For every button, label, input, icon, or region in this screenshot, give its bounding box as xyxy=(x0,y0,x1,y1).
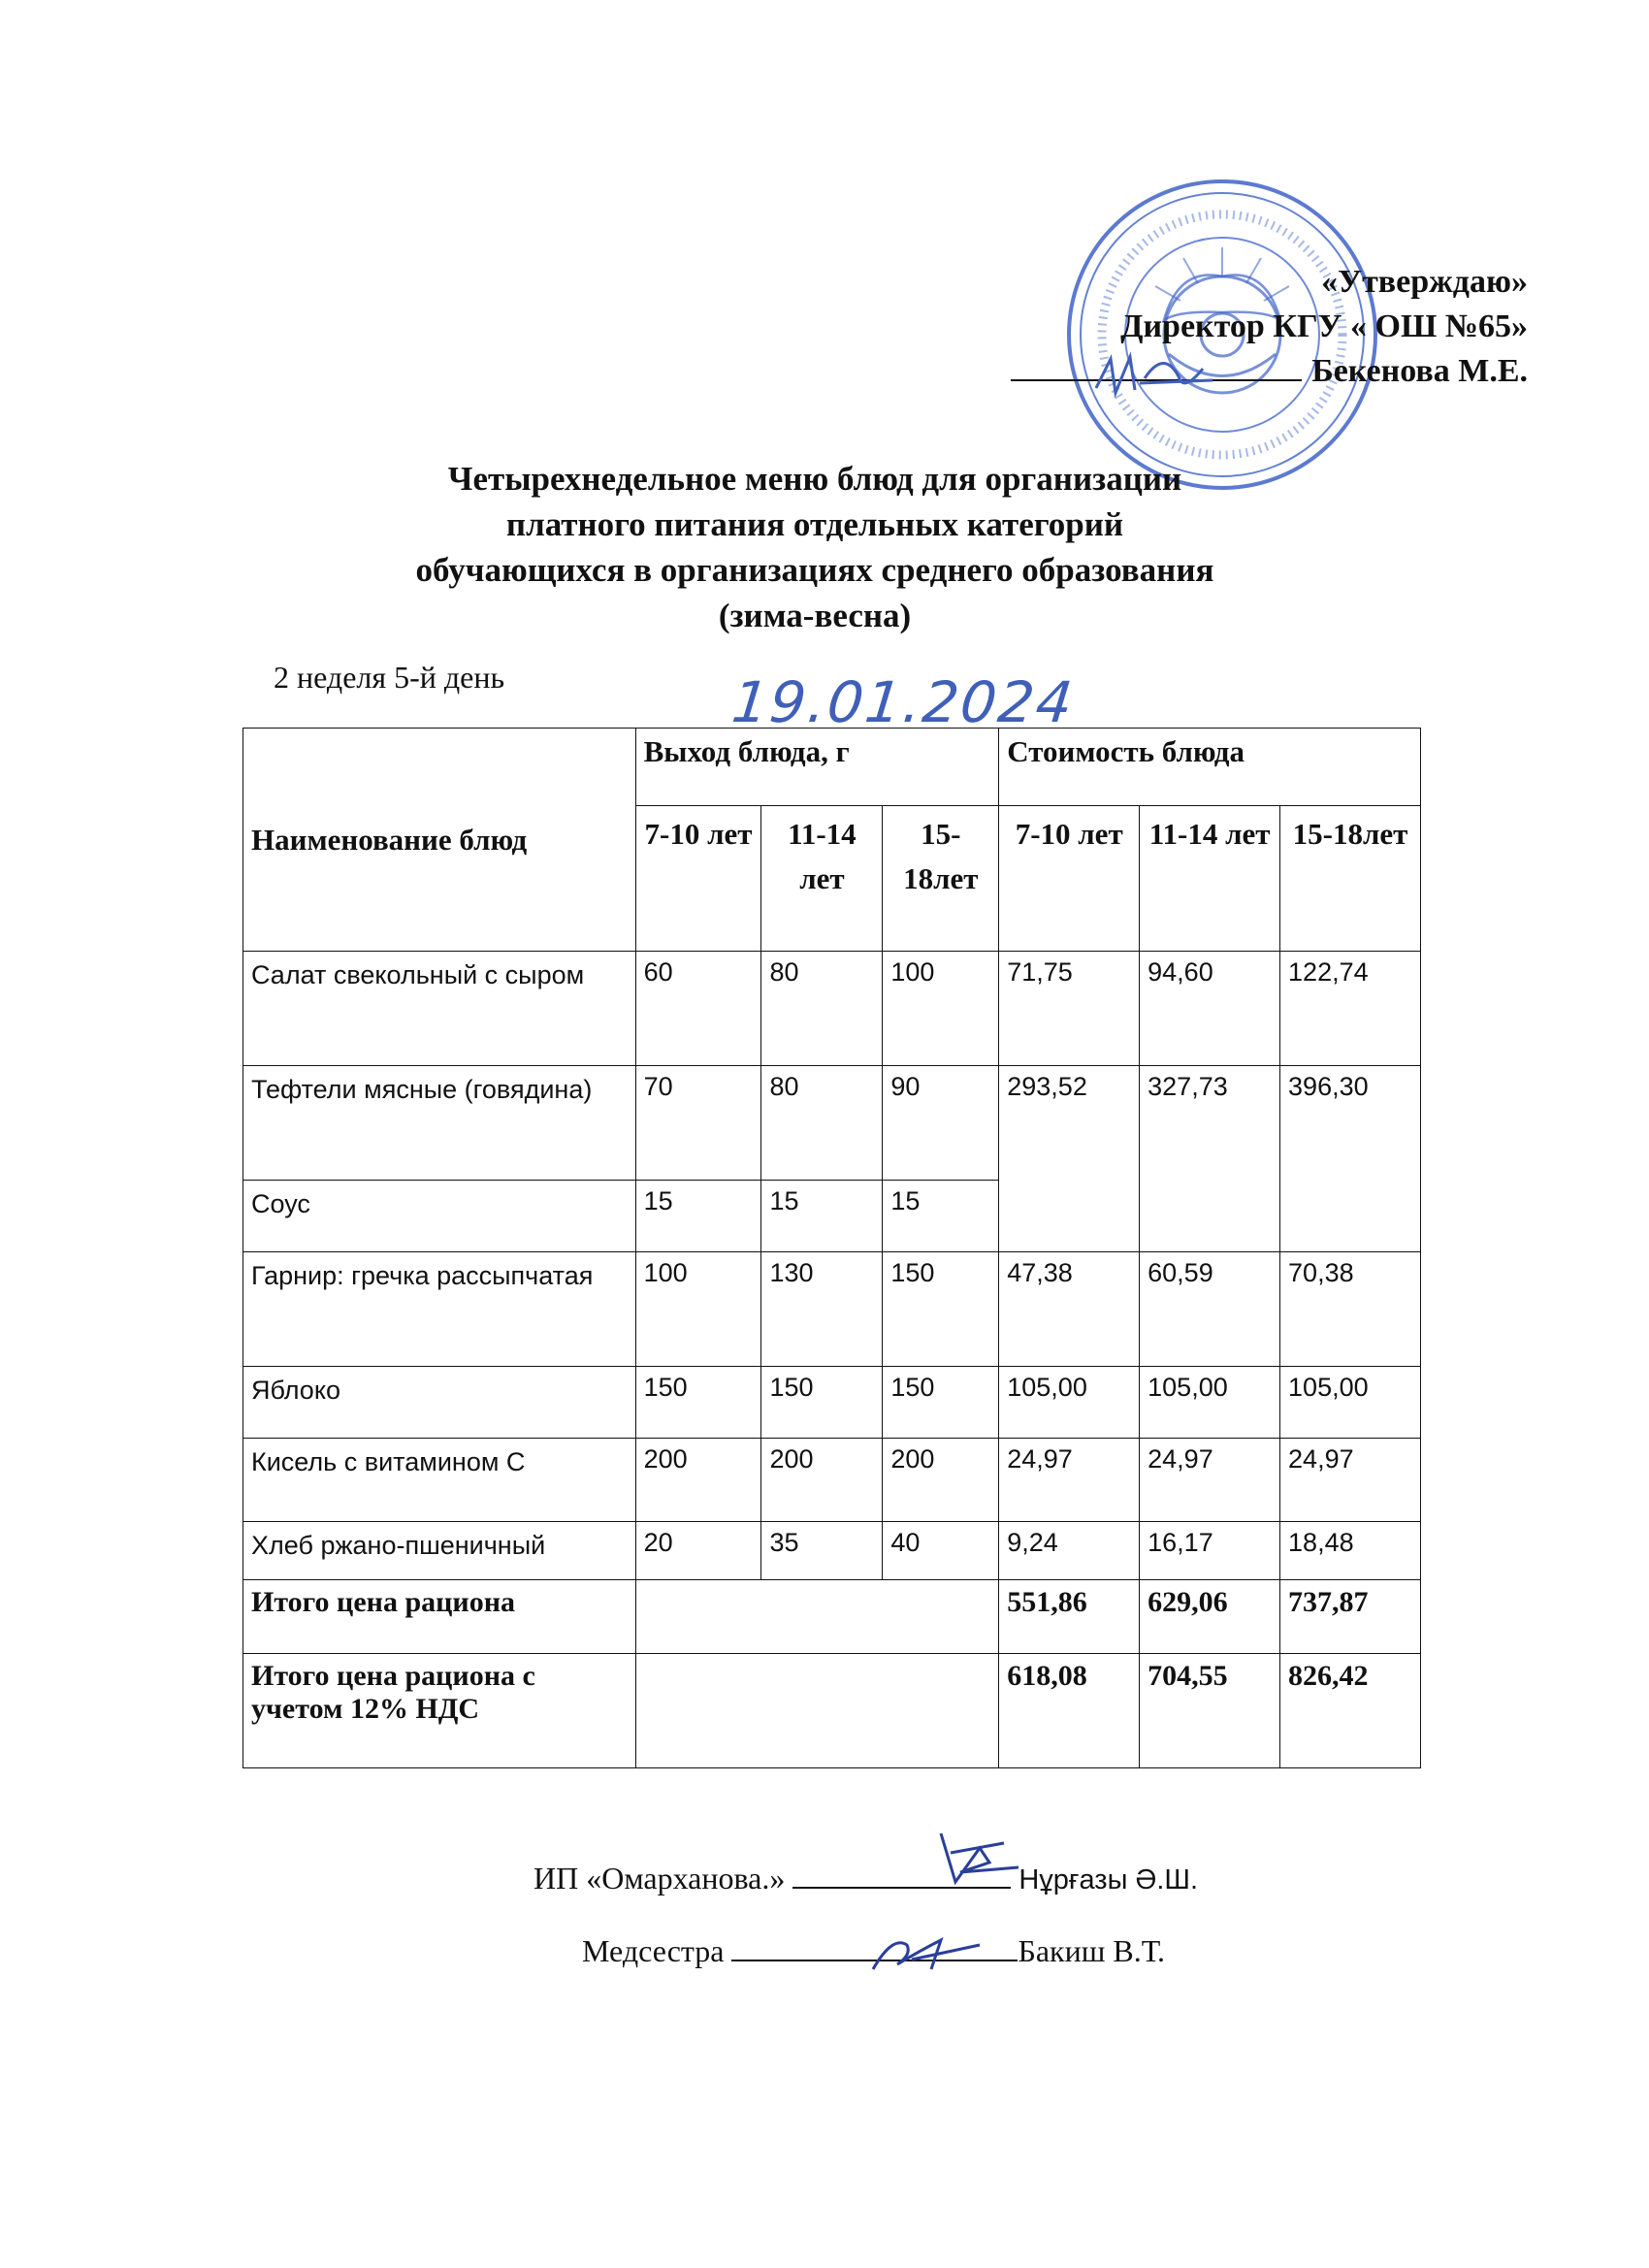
yield-cell: 200 xyxy=(635,1439,761,1522)
dish-name: Соус xyxy=(243,1181,636,1252)
cost-cell: 105,00 xyxy=(1140,1367,1280,1439)
total-vat-cost-cell: 618,08 xyxy=(999,1654,1140,1768)
yield-cell: 200 xyxy=(761,1439,883,1522)
table-row xyxy=(243,952,1421,1066)
yield-cell: 40 xyxy=(883,1522,999,1580)
cost-cell: 24,97 xyxy=(1280,1439,1421,1522)
table-row xyxy=(243,1252,1421,1367)
yield-cell: 90 xyxy=(883,1066,999,1181)
header-age: 7-10 лет xyxy=(999,806,1140,952)
empty-cell xyxy=(635,1654,999,1768)
title-line-2: платного питания отдельных категорий xyxy=(505,505,1124,543)
total-vat-cost-cell: 826,42 xyxy=(1280,1654,1421,1768)
header-yield: Выход блюда, г xyxy=(635,729,999,806)
table-header-row xyxy=(243,729,1421,806)
yield-cell: 80 xyxy=(761,952,883,1066)
yield-cell: 15 xyxy=(761,1181,883,1252)
total-row xyxy=(243,1580,1421,1654)
cost-cell: 70,38 xyxy=(1280,1252,1421,1367)
ip-signature xyxy=(922,1824,1028,1901)
dish-name: Кисель с витамином С xyxy=(243,1439,636,1522)
director-signature xyxy=(1086,340,1222,407)
dish-name: Гарнир: гречка рассыпчатая xyxy=(243,1252,636,1367)
nurse-name: Бакиш В.Т. xyxy=(1018,1933,1166,1968)
yield-cell: 150 xyxy=(883,1252,999,1367)
ip-label: ИП «Омарханова.» xyxy=(534,1861,786,1895)
dish-name: Салат свекольный с сыром xyxy=(243,952,636,1066)
cost-cell: 396,30 xyxy=(1280,1066,1421,1252)
yield-cell: 100 xyxy=(635,1252,761,1367)
table-row xyxy=(243,1066,1421,1181)
header-age: 11-14 лет xyxy=(1140,806,1280,952)
nurse-signature xyxy=(863,1916,989,1984)
week-day-label: 2 неделя 5-й день xyxy=(274,660,505,695)
cost-cell: 24,97 xyxy=(1140,1439,1280,1522)
table-row xyxy=(243,1439,1421,1522)
yield-cell: 150 xyxy=(761,1367,883,1439)
yield-cell: 15 xyxy=(883,1181,999,1252)
total-cost-cell: 629,06 xyxy=(1140,1580,1280,1654)
table-row xyxy=(243,1367,1421,1439)
header-age: 15-18лет xyxy=(1280,806,1421,952)
yield-cell: 130 xyxy=(761,1252,883,1367)
title-line-3: обучающихся в организациях среднего образования xyxy=(415,551,1214,589)
yield-cell: 100 xyxy=(883,952,999,1066)
yield-cell: 70 xyxy=(635,1066,761,1181)
total-vat-label: Итого цена рациона с учетом 12% НДС xyxy=(243,1654,636,1768)
cost-cell: 105,00 xyxy=(999,1367,1140,1439)
total-vat-row xyxy=(243,1654,1421,1768)
cost-cell: 9,24 xyxy=(999,1522,1140,1580)
dish-name: Тефтели мясные (говядина) xyxy=(243,1066,636,1181)
empty-cell xyxy=(635,1580,999,1654)
cost-cell: 60,59 xyxy=(1140,1252,1280,1367)
header-cost: Стоимость блюда xyxy=(999,729,1421,806)
dish-name: Хлеб ржано-пшеничный xyxy=(243,1522,636,1580)
header-age: 15-18лет xyxy=(883,806,999,952)
yield-cell: 15 xyxy=(635,1181,761,1252)
title-line-4: (зима-весна) xyxy=(718,597,912,634)
ip-signature-row xyxy=(534,1861,1198,1896)
cost-cell: 327,73 xyxy=(1140,1066,1280,1252)
total-vat-cost-cell: 704,55 xyxy=(1140,1654,1280,1768)
total-cost-cell: 737,87 xyxy=(1280,1580,1421,1654)
yield-cell: 20 xyxy=(635,1522,761,1580)
cost-cell: 105,00 xyxy=(1280,1367,1421,1439)
cost-cell: 94,60 xyxy=(1140,952,1280,1066)
total-cost-cell: 551,86 xyxy=(999,1580,1140,1654)
total-label: Итого цена рациона xyxy=(243,1580,636,1654)
document-title xyxy=(320,456,1310,638)
cost-cell: 24,97 xyxy=(999,1439,1140,1522)
yield-cell: 200 xyxy=(883,1439,999,1522)
yield-cell: 80 xyxy=(761,1066,883,1181)
cost-cell: 16,17 xyxy=(1140,1522,1280,1580)
nurse-label: Медсестра xyxy=(582,1933,725,1968)
yield-cell: 35 xyxy=(761,1522,883,1580)
cost-cell: 293,52 xyxy=(999,1066,1140,1252)
menu-table xyxy=(242,728,1421,1768)
approval-heading: «Утверждаю» xyxy=(1321,264,1528,300)
handwritten-date: 19.01.2024 xyxy=(728,669,1078,735)
yield-cell: 150 xyxy=(883,1367,999,1439)
ip-name: Нұрғазы Ә.Ш. xyxy=(1018,1864,1199,1895)
title-line-1: Четырехнедельное меню блюд для организации xyxy=(447,460,1182,498)
yield-cell: 150 xyxy=(635,1367,761,1439)
cost-cell: 122,74 xyxy=(1280,952,1421,1066)
approval-name: Бекенова М.Е. xyxy=(1311,353,1528,389)
approval-position: Директор КГУ « ОШ №65» xyxy=(1120,308,1528,344)
header-dish-name: Наименование блюд xyxy=(243,729,636,952)
cost-cell: 47,38 xyxy=(999,1252,1140,1367)
cost-cell: 18,48 xyxy=(1280,1522,1421,1580)
cost-cell: 71,75 xyxy=(999,952,1140,1066)
header-age: 7-10 лет xyxy=(635,806,761,952)
yield-cell: 60 xyxy=(635,952,761,1066)
dish-name: Яблоко xyxy=(243,1367,636,1439)
table-row xyxy=(243,1522,1421,1580)
header-age: 11-14 лет xyxy=(761,806,883,952)
